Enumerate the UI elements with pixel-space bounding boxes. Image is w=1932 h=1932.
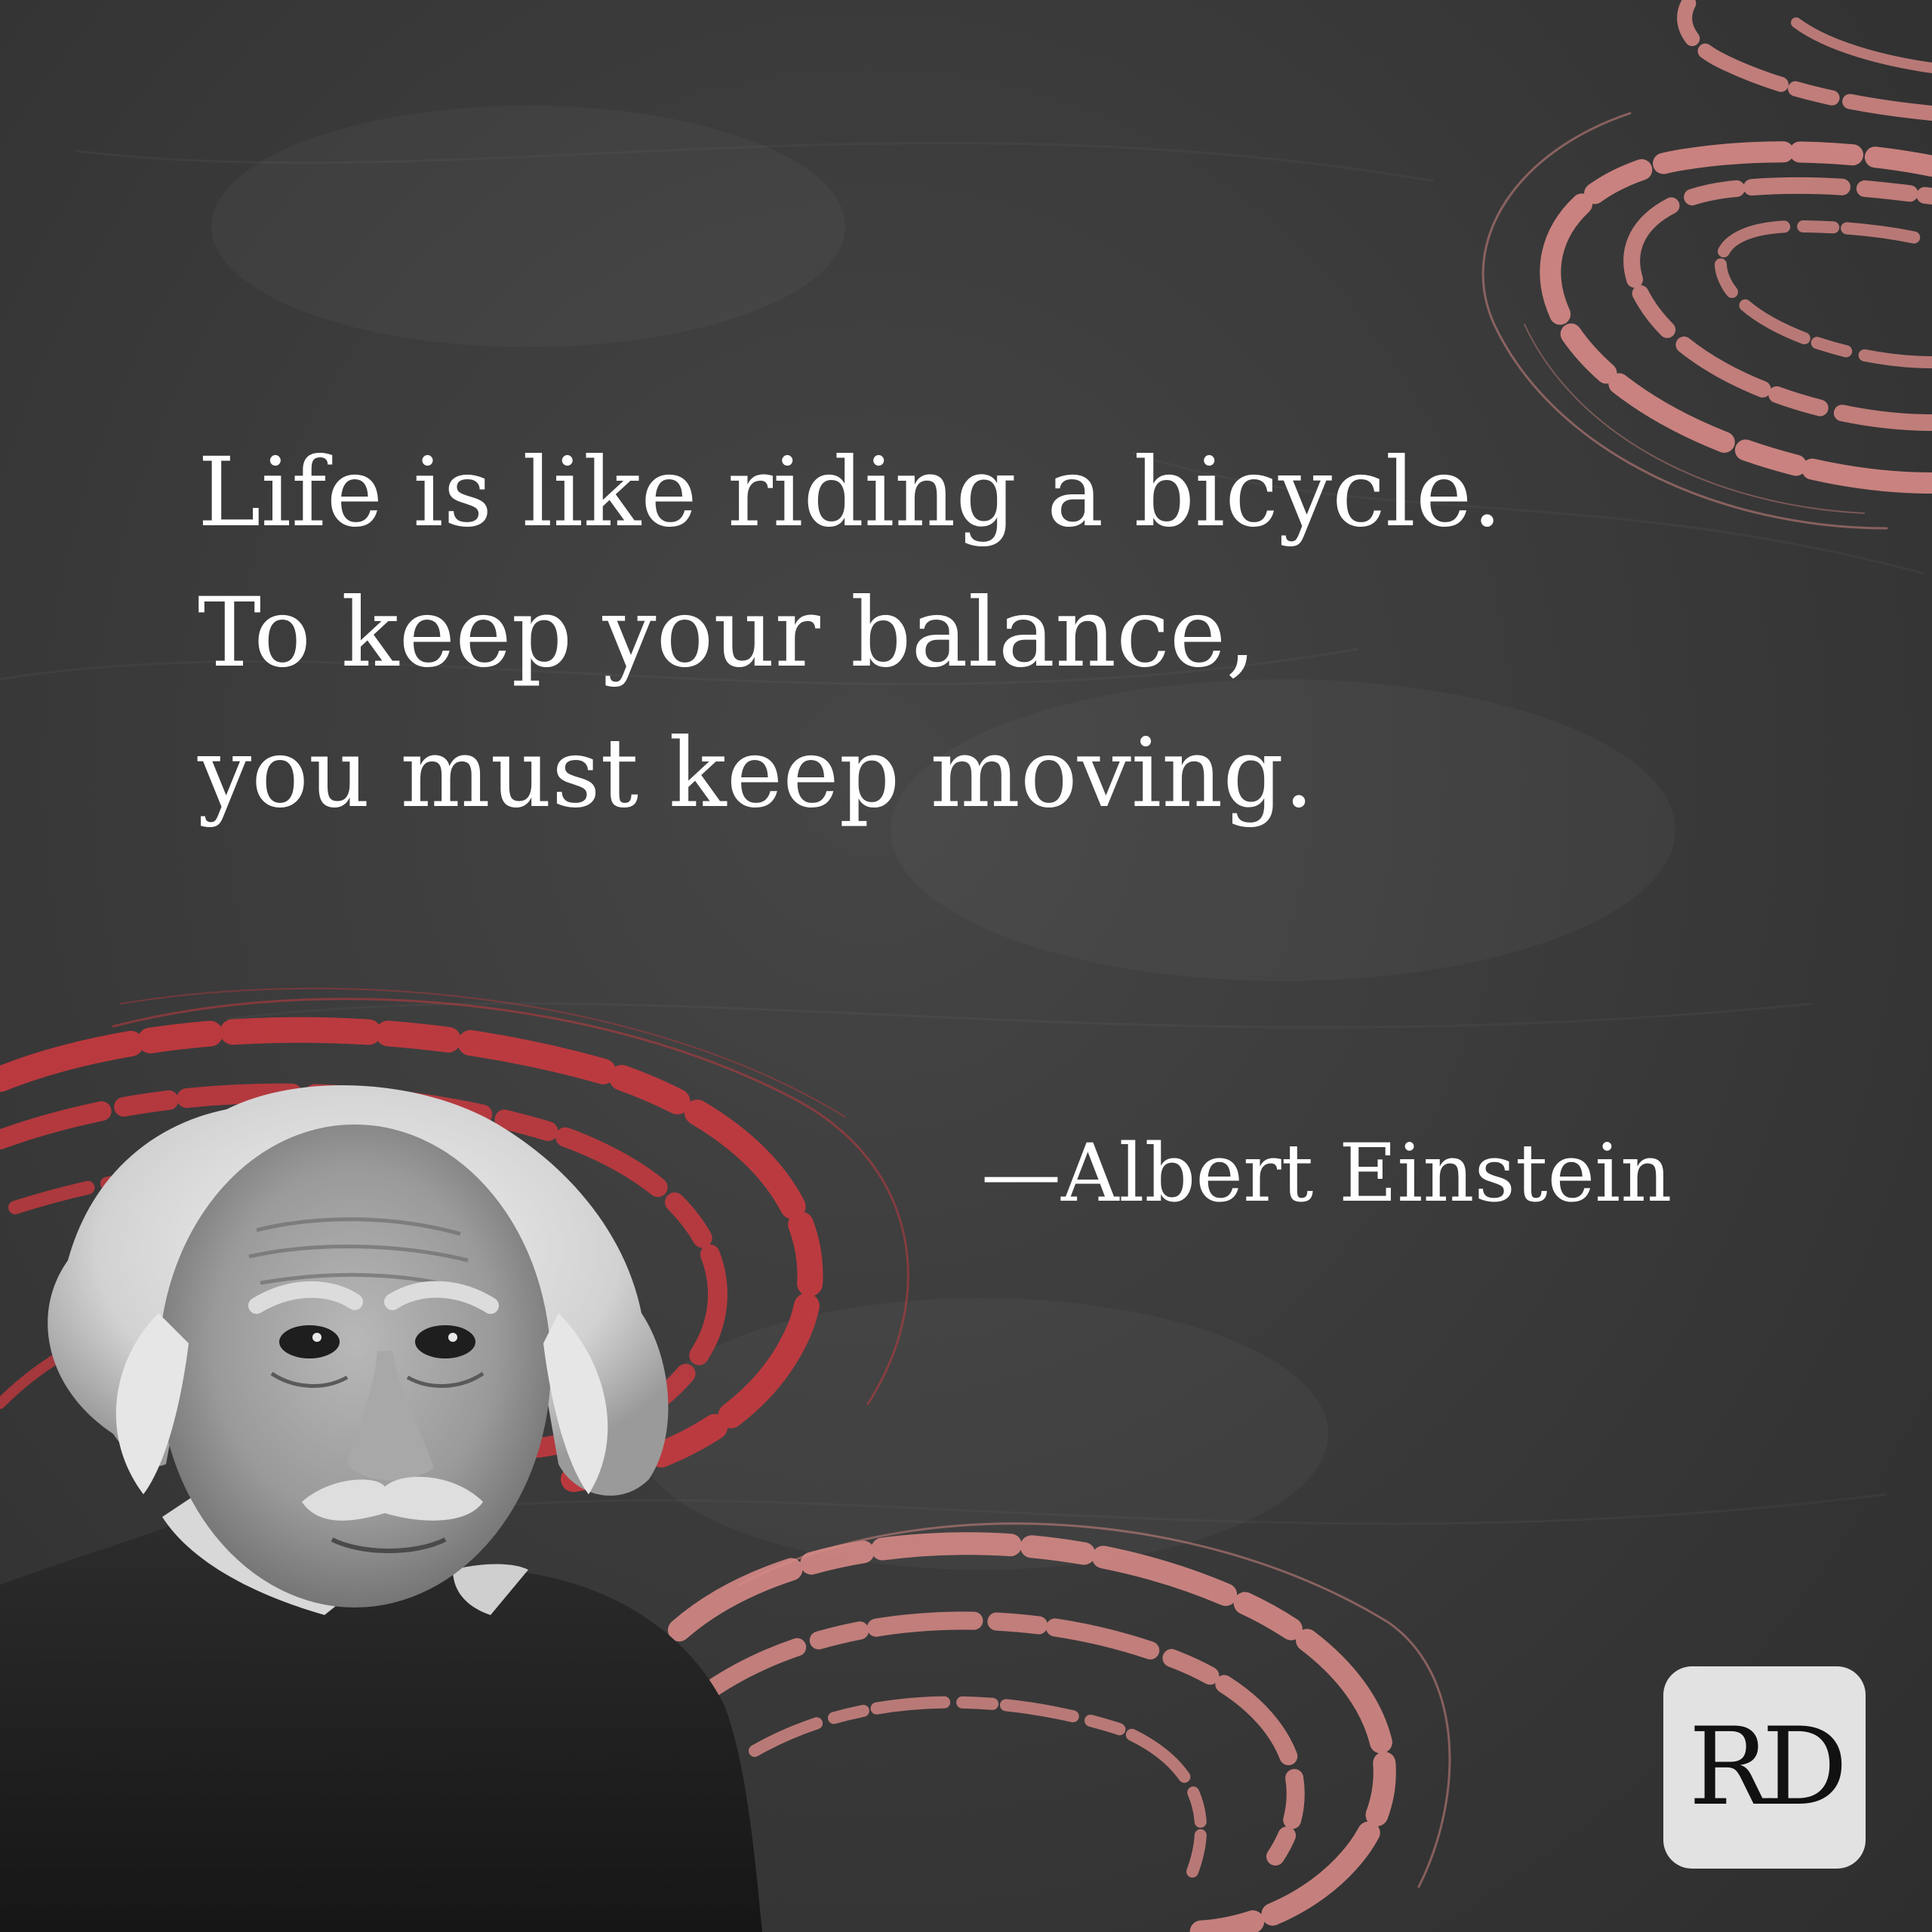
quote-text [198,423,1707,844]
einstein-portrait [0,1041,770,1932]
swirl-bottom-pink [664,1494,1464,1932]
rd-logo-text: RD [1688,1705,1841,1829]
quote-attribution: —Albert Einstein [981,1127,1672,1220]
rd-logo [1663,1666,1866,1869]
quote-line: you must keep moving. [198,718,1315,829]
quote-line: To keep your balance, [198,577,1257,688]
quote-line: Life is like riding a bicycle. [198,437,1503,548]
